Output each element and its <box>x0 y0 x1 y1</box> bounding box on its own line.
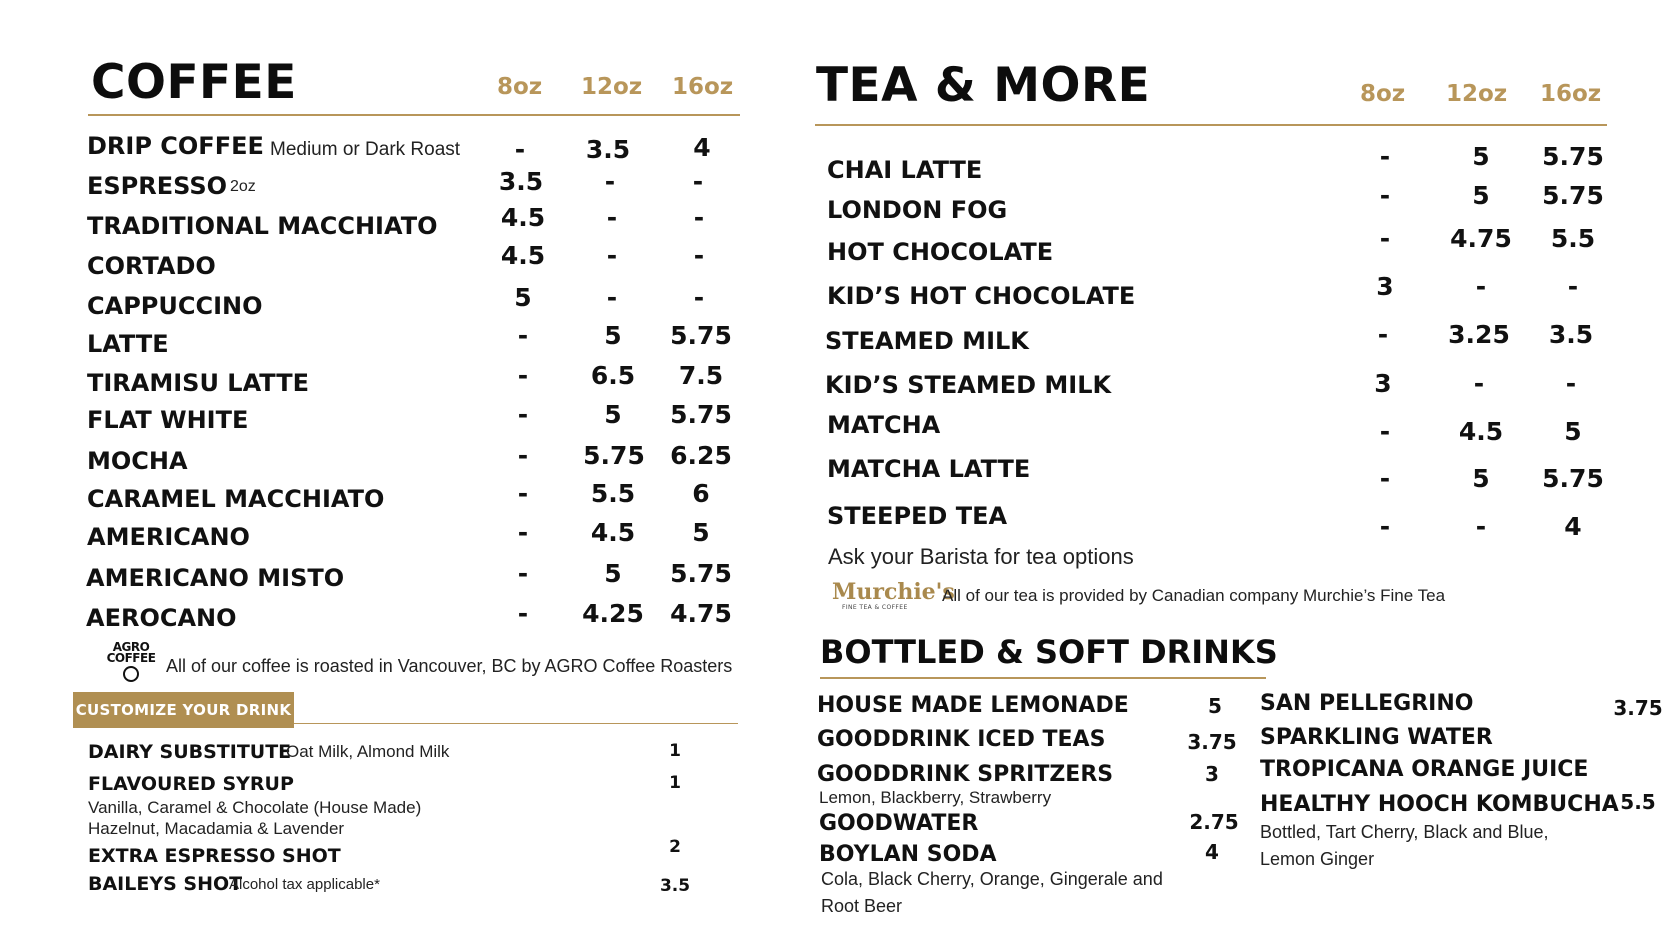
price-16oz: - <box>692 167 704 196</box>
price-12oz: 5 <box>1472 181 1490 210</box>
customize-item-price: 1 <box>669 773 681 793</box>
murchies-logo <box>832 579 955 616</box>
price-12oz: - <box>604 167 616 196</box>
price-12oz: 4.75 <box>1450 224 1512 253</box>
item-name: ESPRESSO <box>87 172 228 200</box>
drink-name: HEALTHY HOOCH KOMBUCHA <box>1260 792 1619 817</box>
price-12oz: - <box>1473 369 1485 398</box>
price-16oz: 5.75 <box>1542 464 1604 493</box>
item-name: TIRAMISU LATTE <box>87 369 309 397</box>
price-8oz: - <box>1379 464 1391 493</box>
customize-item-name: BAILEYS SHOT <box>88 873 243 895</box>
price-16oz: 5 <box>1564 417 1582 446</box>
tea-title: TEA & MORE <box>816 58 1151 113</box>
customize-item-note: Oat Milk, Almond Milk <box>286 742 450 761</box>
customize-banner: CUSTOMIZE YOUR DRINK <box>73 692 294 728</box>
item-name: STEEPED TEA <box>827 502 1008 530</box>
drink-note: Root Beer <box>821 896 903 916</box>
price-12oz: 5.75 <box>583 441 645 470</box>
price-16oz: 5.75 <box>670 321 732 350</box>
item-name: LATTE <box>87 330 169 358</box>
bottled-divider <box>820 677 1266 679</box>
customize-item-note: Hazelnut, Macadamia & Lavender <box>88 819 345 838</box>
price-8oz: - <box>514 135 526 164</box>
item-name: AEROCANO <box>86 604 237 632</box>
item-name: MATCHA LATTE <box>827 455 1031 483</box>
drink-name: BOYLAN SODA <box>819 842 997 867</box>
price-16oz: - <box>693 203 705 232</box>
customize-divider <box>294 723 738 724</box>
price-12oz: 5 <box>1472 464 1490 493</box>
coffee-divider <box>88 114 740 116</box>
price-12oz: 5 <box>1472 142 1490 171</box>
tea-size-12oz: 12oz <box>1446 81 1508 107</box>
price-16oz: - <box>693 283 705 312</box>
customize-item-name: EXTRA ESPRESSO SHOT <box>88 845 341 867</box>
murchies-logo-text: Murchie's <box>832 579 955 605</box>
drink-price: 2.75 <box>1189 810 1239 834</box>
price-12oz: - <box>606 283 618 312</box>
agro-coffee-logo <box>106 642 156 690</box>
murchies-logo-sub: FINE TEA & COFFEE <box>842 604 908 611</box>
price-12oz: - <box>1475 512 1487 541</box>
drink-name: TROPICANA ORANGE JUICE <box>1260 757 1589 782</box>
customize-item-name: FLAVOURED SYRUP <box>88 773 294 795</box>
price-12oz: 5.5 <box>590 479 636 508</box>
item-name: DRIP COFFEE <box>87 132 264 160</box>
tea-provider-note: All of our tea is provided by Canadian company Murchie’s Fine Tea <box>942 586 1446 605</box>
item-name: KID’S STEAMED MILK <box>825 371 1112 399</box>
customize-item-price: 3.5 <box>659 876 691 896</box>
item-note: 2oz <box>230 178 256 195</box>
price-12oz: - <box>606 203 618 232</box>
drink-name: GOODWATER <box>819 811 979 836</box>
item-name: FLAT WHITE <box>87 406 249 434</box>
drink-name: SAN PELLEGRINO <box>1260 691 1474 716</box>
coffee-size-16oz: 16oz <box>672 74 734 100</box>
price-16oz: 6 <box>692 479 710 508</box>
price-16oz: 5.75 <box>1542 181 1604 210</box>
customize-item-name: DAIRY SUBSTITUTE <box>88 741 292 763</box>
customize-item-note: Alcohol tax applicable* <box>229 876 380 893</box>
price-8oz: - <box>1379 142 1391 171</box>
customize-item-price: 2 <box>669 837 681 857</box>
tea-size-16oz: 16oz <box>1540 81 1602 107</box>
price-16oz: - <box>1567 272 1579 301</box>
price-16oz: 3.5 <box>1548 320 1594 349</box>
item-name: KID’S HOT CHOCOLATE <box>827 282 1136 310</box>
price-12oz: - <box>606 241 618 270</box>
price-16oz: 5 <box>692 518 710 547</box>
price-8oz: 3 <box>1376 272 1394 301</box>
item-name: MATCHA <box>827 411 941 439</box>
drink-price: 3.75 <box>1187 730 1237 754</box>
drink-name: SPARKLING WATER <box>1260 725 1493 750</box>
price-12oz: 5 <box>604 321 622 350</box>
price-8oz: - <box>1379 181 1391 210</box>
item-name: CARAMEL MACCHIATO <box>87 485 385 513</box>
item-name: STEAMED MILK <box>825 327 1029 355</box>
drink-price: 4 <box>1205 840 1219 864</box>
customize-item-note: Vanilla, Caramel & Chocolate (House Made) <box>88 798 422 817</box>
item-name: AMERICANO <box>87 523 250 551</box>
price-8oz: 3 <box>1374 369 1392 398</box>
tea-ask-note: Ask your Barista for tea options <box>828 544 1134 569</box>
price-8oz: - <box>1379 512 1391 541</box>
coffee-size-12oz: 12oz <box>581 74 643 100</box>
price-8oz: - <box>517 518 529 547</box>
price-8oz: - <box>517 441 529 470</box>
price-8oz: - <box>1379 224 1391 253</box>
price-8oz: - <box>517 361 529 390</box>
price-12oz: - <box>1475 272 1487 301</box>
price-16oz: 5.5 <box>1550 224 1596 253</box>
tea-size-8oz: 8oz <box>1360 81 1406 107</box>
item-name: CORTADO <box>87 252 216 280</box>
item-name: LONDON FOG <box>827 196 1008 224</box>
price-12oz: 3.5 <box>585 135 631 164</box>
price-16oz: 4 <box>693 133 711 162</box>
drink-price: 3.75 <box>1613 696 1663 720</box>
item-name: HOT CHOCOLATE <box>827 238 1054 266</box>
item-name: AMERICANO MISTO <box>86 564 345 592</box>
price-8oz: 3.5 <box>498 167 544 196</box>
price-16oz: 5.75 <box>1542 142 1604 171</box>
price-16oz: 5.75 <box>670 559 732 588</box>
coffee-title: COFFEE <box>91 55 297 110</box>
agro-logo-emblem <box>123 666 139 682</box>
price-16oz: - <box>693 241 705 270</box>
price-16oz: 5.75 <box>670 400 732 429</box>
price-16oz: 4 <box>1564 512 1582 541</box>
price-12oz: 4.25 <box>582 599 644 628</box>
price-16oz: 4.75 <box>670 599 732 628</box>
price-8oz: - <box>1379 417 1391 446</box>
price-16oz: 7.5 <box>678 361 724 390</box>
coffee-size-8oz: 8oz <box>497 74 543 100</box>
drink-name: GOODDRINK SPRITZERS <box>817 762 1114 787</box>
coffee-roaster-note: All of our coffee is roasted in Vancouver, BC by AGRO Coffee Roasters <box>166 656 733 676</box>
price-12oz: 5 <box>604 400 622 429</box>
item-note: Medium or Dark Roast <box>270 139 461 160</box>
drink-note: Cola, Black Cherry, Orange, Gingerale and <box>821 869 1163 889</box>
drink-note: Bottled, Tart Cherry, Black and Blue, <box>1260 822 1549 842</box>
bottled-title: BOTTLED & SOFT DRINKS <box>820 633 1278 671</box>
price-8oz: - <box>517 321 529 350</box>
price-8oz: 4.5 <box>500 203 546 232</box>
customize-item-price: 1 <box>669 741 681 761</box>
price-8oz: 4.5 <box>500 241 546 270</box>
item-name: MOCHA <box>87 447 188 475</box>
item-name: CAPPUCCINO <box>87 292 263 320</box>
drink-price: 3 <box>1205 762 1219 786</box>
drink-price: 5.5 <box>1620 790 1656 814</box>
price-8oz: - <box>517 479 529 508</box>
agro-logo-line-2: COFFEE <box>106 651 156 665</box>
price-8oz: - <box>1377 320 1389 349</box>
price-8oz: - <box>517 599 529 628</box>
price-12oz: 4.5 <box>1458 417 1504 446</box>
item-name: TRADITIONAL MACCHIATO <box>87 212 438 240</box>
tea-divider <box>815 124 1607 126</box>
price-16oz: - <box>1565 369 1577 398</box>
drink-note: Lemon, Blackberry, Strawberry <box>819 788 1052 807</box>
price-12oz: 3.25 <box>1448 320 1510 349</box>
price-16oz: 6.25 <box>670 441 732 470</box>
drink-name: GOODDRINK ICED TEAS <box>817 727 1106 752</box>
price-8oz: 5 <box>514 283 532 312</box>
drink-name: HOUSE MADE LEMONADE <box>817 693 1129 718</box>
agro-logo-line-1: AGRO <box>112 640 150 654</box>
item-name: CHAI LATTE <box>827 156 983 184</box>
price-12oz: 5 <box>604 559 622 588</box>
drink-note: Lemon Ginger <box>1260 849 1375 869</box>
price-8oz: - <box>517 559 529 588</box>
price-12oz: 6.5 <box>590 361 636 390</box>
drink-price: 5 <box>1208 694 1222 718</box>
price-12oz: 4.5 <box>590 518 636 547</box>
price-8oz: - <box>517 400 529 429</box>
